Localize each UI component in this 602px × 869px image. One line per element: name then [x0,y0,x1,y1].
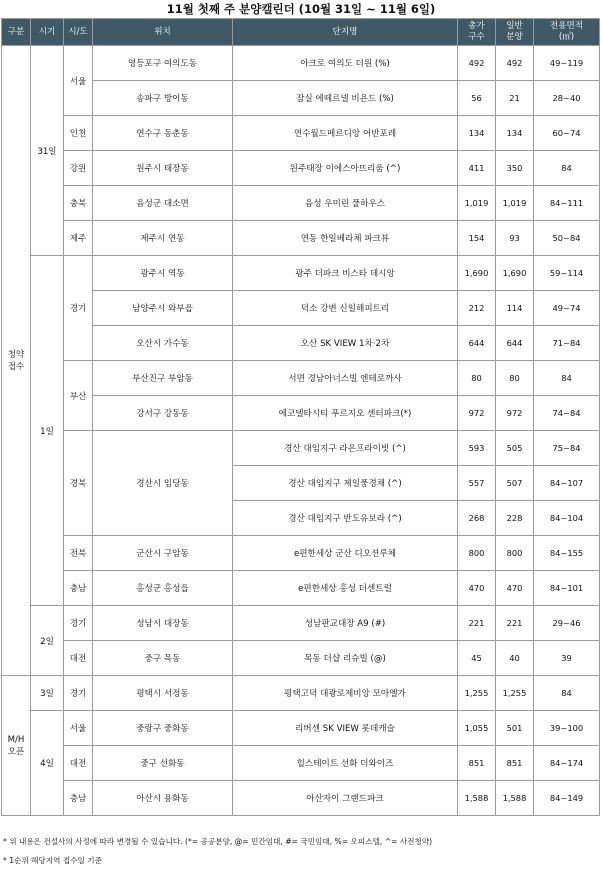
timing-cell: 2일 [31,606,64,676]
complex-cell: e편한세상 홍성 더센트럴 [233,571,458,606]
location-cell: 음성군 대소면 [93,186,233,221]
general-units-cell: 93 [496,221,534,256]
table-row [2,606,600,641]
col-general-header-line1: 일반 [506,21,523,31]
region-cell: 경북 [64,431,93,536]
general-units-cell: 21 [496,81,534,116]
complex-cell: 연수월드메르디앙 어반포레 [233,116,458,151]
group-subscription [2,46,31,676]
area-cell: 71~84 [534,326,600,361]
total-units-cell: 800 [458,536,496,571]
col-area-header-line2: (㎡) [558,32,575,42]
complex-cell: 경산 대임지구 라온프라이빗 (^) [233,431,458,466]
general-units-cell: 644 [496,326,534,361]
location-cell: 경산시 임당동 [93,431,233,536]
location-cell: 중구 목동 [93,641,233,676]
complex-cell: 광주 더파크 비스타 데시앙 [233,256,458,291]
total-units-cell: 851 [458,746,496,781]
total-units-cell: 1,588 [458,781,496,816]
table-row [2,256,600,291]
region-cell: 경기 [64,676,93,711]
total-units-cell: 492 [458,46,496,81]
general-units-cell: 1,255 [496,676,534,711]
table-row [2,116,600,151]
table-row [2,746,600,781]
location-cell: 부산진구 부암동 [93,361,233,396]
col-general-header [496,19,534,46]
table-row [2,536,600,571]
complex-cell: 성남판교대장 A9 (#) [233,606,458,641]
table-row [2,781,600,816]
group-label: 청약 접수 [7,349,25,372]
col-location-header: 위치 [93,19,233,46]
col-area-header [534,19,600,46]
total-units-cell: 1,690 [458,256,496,291]
complex-cell: 아크로 여의도 더원 (%) [233,46,458,81]
location-cell: 강서구 강동동 [93,396,233,431]
complex-cell: e편한세상 군산 디오션루체 [233,536,458,571]
total-units-cell: 154 [458,221,496,256]
area-cell: 84~149 [534,781,600,816]
general-units-cell: 114 [496,291,534,326]
complex-cell: 오산 SK VIEW 1차·2차 [233,326,458,361]
table-row [2,431,600,466]
general-units-cell: 800 [496,536,534,571]
area-cell: 29~46 [534,606,600,641]
col-total-header-line2: 구수 [468,32,485,42]
area-cell: 84~107 [534,466,600,501]
region-cell: 전북 [64,536,93,571]
total-units-cell: 80 [458,361,496,396]
total-units-cell: 1,255 [458,676,496,711]
total-units-cell: 470 [458,571,496,606]
total-units-cell: 134 [458,116,496,151]
area-cell: 84~104 [534,501,600,536]
general-units-cell: 501 [496,711,534,746]
col-type-header: 구분 [2,19,31,46]
calendar-title: 11월 첫째 주 분양캘린더 (10월 31일 ~ 11월 6일) [166,2,436,16]
area-cell: 84~101 [534,571,600,606]
region-cell: 인천 [64,116,93,151]
region-cell: 서울 [64,711,93,746]
area-cell: 28~40 [534,81,600,116]
area-cell: 49~119 [534,46,600,81]
complex-cell: 아산자이 그랜드파크 [233,781,458,816]
location-cell: 군산시 구암동 [93,536,233,571]
col-area-header-line1: 전용면적 [549,21,584,31]
total-units-cell: 644 [458,326,496,361]
complex-cell: 서면 경남아너스빌 엔테로까사 [233,361,458,396]
area-cell: 39 [534,641,600,676]
region-cell: 경기 [64,256,93,361]
header-row [2,19,600,46]
location-cell: 아산시 용화동 [93,781,233,816]
table-row [2,151,600,186]
area-cell: 84~111 [534,186,600,221]
area-cell: 39~100 [534,711,600,746]
area-cell: 84 [534,361,600,396]
region-cell: 충북 [64,186,93,221]
group-label: M/H 오픈 [7,734,25,757]
location-cell: 오산시 가수동 [93,326,233,361]
location-cell: 송파구 방이동 [93,81,233,116]
complex-cell: 리버센 SK VIEW 롯데캐슬 [233,711,458,746]
col-timing-header: 시기 [31,19,64,46]
complex-cell: 힐스테이트 선화 더와이즈 [233,746,458,781]
complex-cell: 에코델타시티 푸르지오 센터파크(*) [233,396,458,431]
location-cell: 중구 선화동 [93,746,233,781]
total-units-cell: 56 [458,81,496,116]
total-units-cell: 411 [458,151,496,186]
table-row [2,711,600,746]
area-cell: 49~74 [534,291,600,326]
general-units-cell: 350 [496,151,534,186]
total-units-cell: 972 [458,396,496,431]
location-cell: 평택시 서정동 [93,676,233,711]
complex-cell: 원주태장 이에스아뜨리움 (^) [233,151,458,186]
footnote-legend: * 위 내용은 건설사의 사정에 따라 변경될 수 있습니다. (*= 공공분양, @= 민간임대, #= 국민임대, %= 오피스텔, ^= 사전청약) [3,837,433,846]
general-units-cell: 1,588 [496,781,534,816]
area-cell: 84~155 [534,536,600,571]
general-units-cell: 1,019 [496,186,534,221]
general-units-cell: 134 [496,116,534,151]
total-units-cell: 1,055 [458,711,496,746]
general-units-cell: 851 [496,746,534,781]
table-row [2,641,600,676]
general-units-cell: 507 [496,466,534,501]
table-row [2,186,600,221]
group-mh-open [2,676,31,816]
timing-cell: 3일 [31,676,64,711]
general-units-cell: 221 [496,606,534,641]
area-cell: 59~114 [534,256,600,291]
total-units-cell: 268 [458,501,496,536]
footnote-criteria: * 1순위 해당지역 접수일 기준 [3,856,102,865]
timing-cell: 4일 [31,711,64,816]
area-cell: 84 [534,151,600,186]
area-cell: 84~174 [534,746,600,781]
col-total-header [458,19,496,46]
total-units-cell: 557 [458,466,496,501]
region-cell: 충남 [64,781,93,816]
table-row [2,676,600,711]
complex-cell: 경산 대임지구 반도유보라 (^) [233,501,458,536]
area-cell: 50~84 [534,221,600,256]
location-cell: 중랑구 중화동 [93,711,233,746]
region-cell: 대전 [64,746,93,781]
location-cell: 광주시 역동 [93,256,233,291]
complex-cell: 평택고덕 대광로제비앙 모아엘가 [233,676,458,711]
area-cell: 75~84 [534,431,600,466]
location-cell: 연수구 동춘동 [93,116,233,151]
table-row [2,46,600,81]
general-units-cell: 40 [496,641,534,676]
region-cell: 대전 [64,641,93,676]
general-units-cell: 1,690 [496,256,534,291]
location-cell: 원주시 태장동 [93,151,233,186]
region-cell: 충남 [64,571,93,606]
region-cell: 경기 [64,606,93,641]
general-units-cell: 80 [496,361,534,396]
col-total-header-line1: 총가 [468,21,485,31]
timing-cell: 1일 [31,256,64,606]
area-cell: 60~74 [534,116,600,151]
location-cell: 성남시 대장동 [93,606,233,641]
complex-cell: 연동 한일베라체 파크뷰 [233,221,458,256]
region-cell: 서울 [64,46,93,116]
complex-cell: 잠실 에떼르넬 비욘드 (%) [233,81,458,116]
complex-cell: 목동 더샵 리슈빌 (@) [233,641,458,676]
total-units-cell: 1,019 [458,186,496,221]
col-complex-header: 단지명 [233,19,458,46]
complex-cell: 경산 대임지구 제일풍경채 (^) [233,466,458,501]
area-cell: 74~84 [534,396,600,431]
general-units-cell: 972 [496,396,534,431]
col-general-header-line2: 분양 [506,32,523,42]
total-units-cell: 45 [458,641,496,676]
location-cell: 홍성군 홍성읍 [93,571,233,606]
location-cell: 남양주시 와부읍 [93,291,233,326]
general-units-cell: 492 [496,46,534,81]
col-region-header: 시/도 [64,19,93,46]
general-units-cell: 505 [496,431,534,466]
timing-cell: 31일 [31,46,64,256]
region-cell: 강원 [64,151,93,186]
area-cell: 84 [534,676,600,711]
general-units-cell: 228 [496,501,534,536]
table-row [2,571,600,606]
complex-cell: 덕소 강변 신일해피트리 [233,291,458,326]
table-row [2,361,600,396]
complex-cell: 음성 우미린 풀하우스 [233,186,458,221]
total-units-cell: 593 [458,431,496,466]
table-row [2,221,600,256]
total-units-cell: 221 [458,606,496,641]
location-cell: 제주시 연동 [93,221,233,256]
region-cell: 부산 [64,361,93,431]
general-units-cell: 470 [496,571,534,606]
region-cell: 제주 [64,221,93,256]
subscription-calendar-table [1,18,600,816]
location-cell: 영등포구 여의도동 [93,46,233,81]
total-units-cell: 212 [458,291,496,326]
